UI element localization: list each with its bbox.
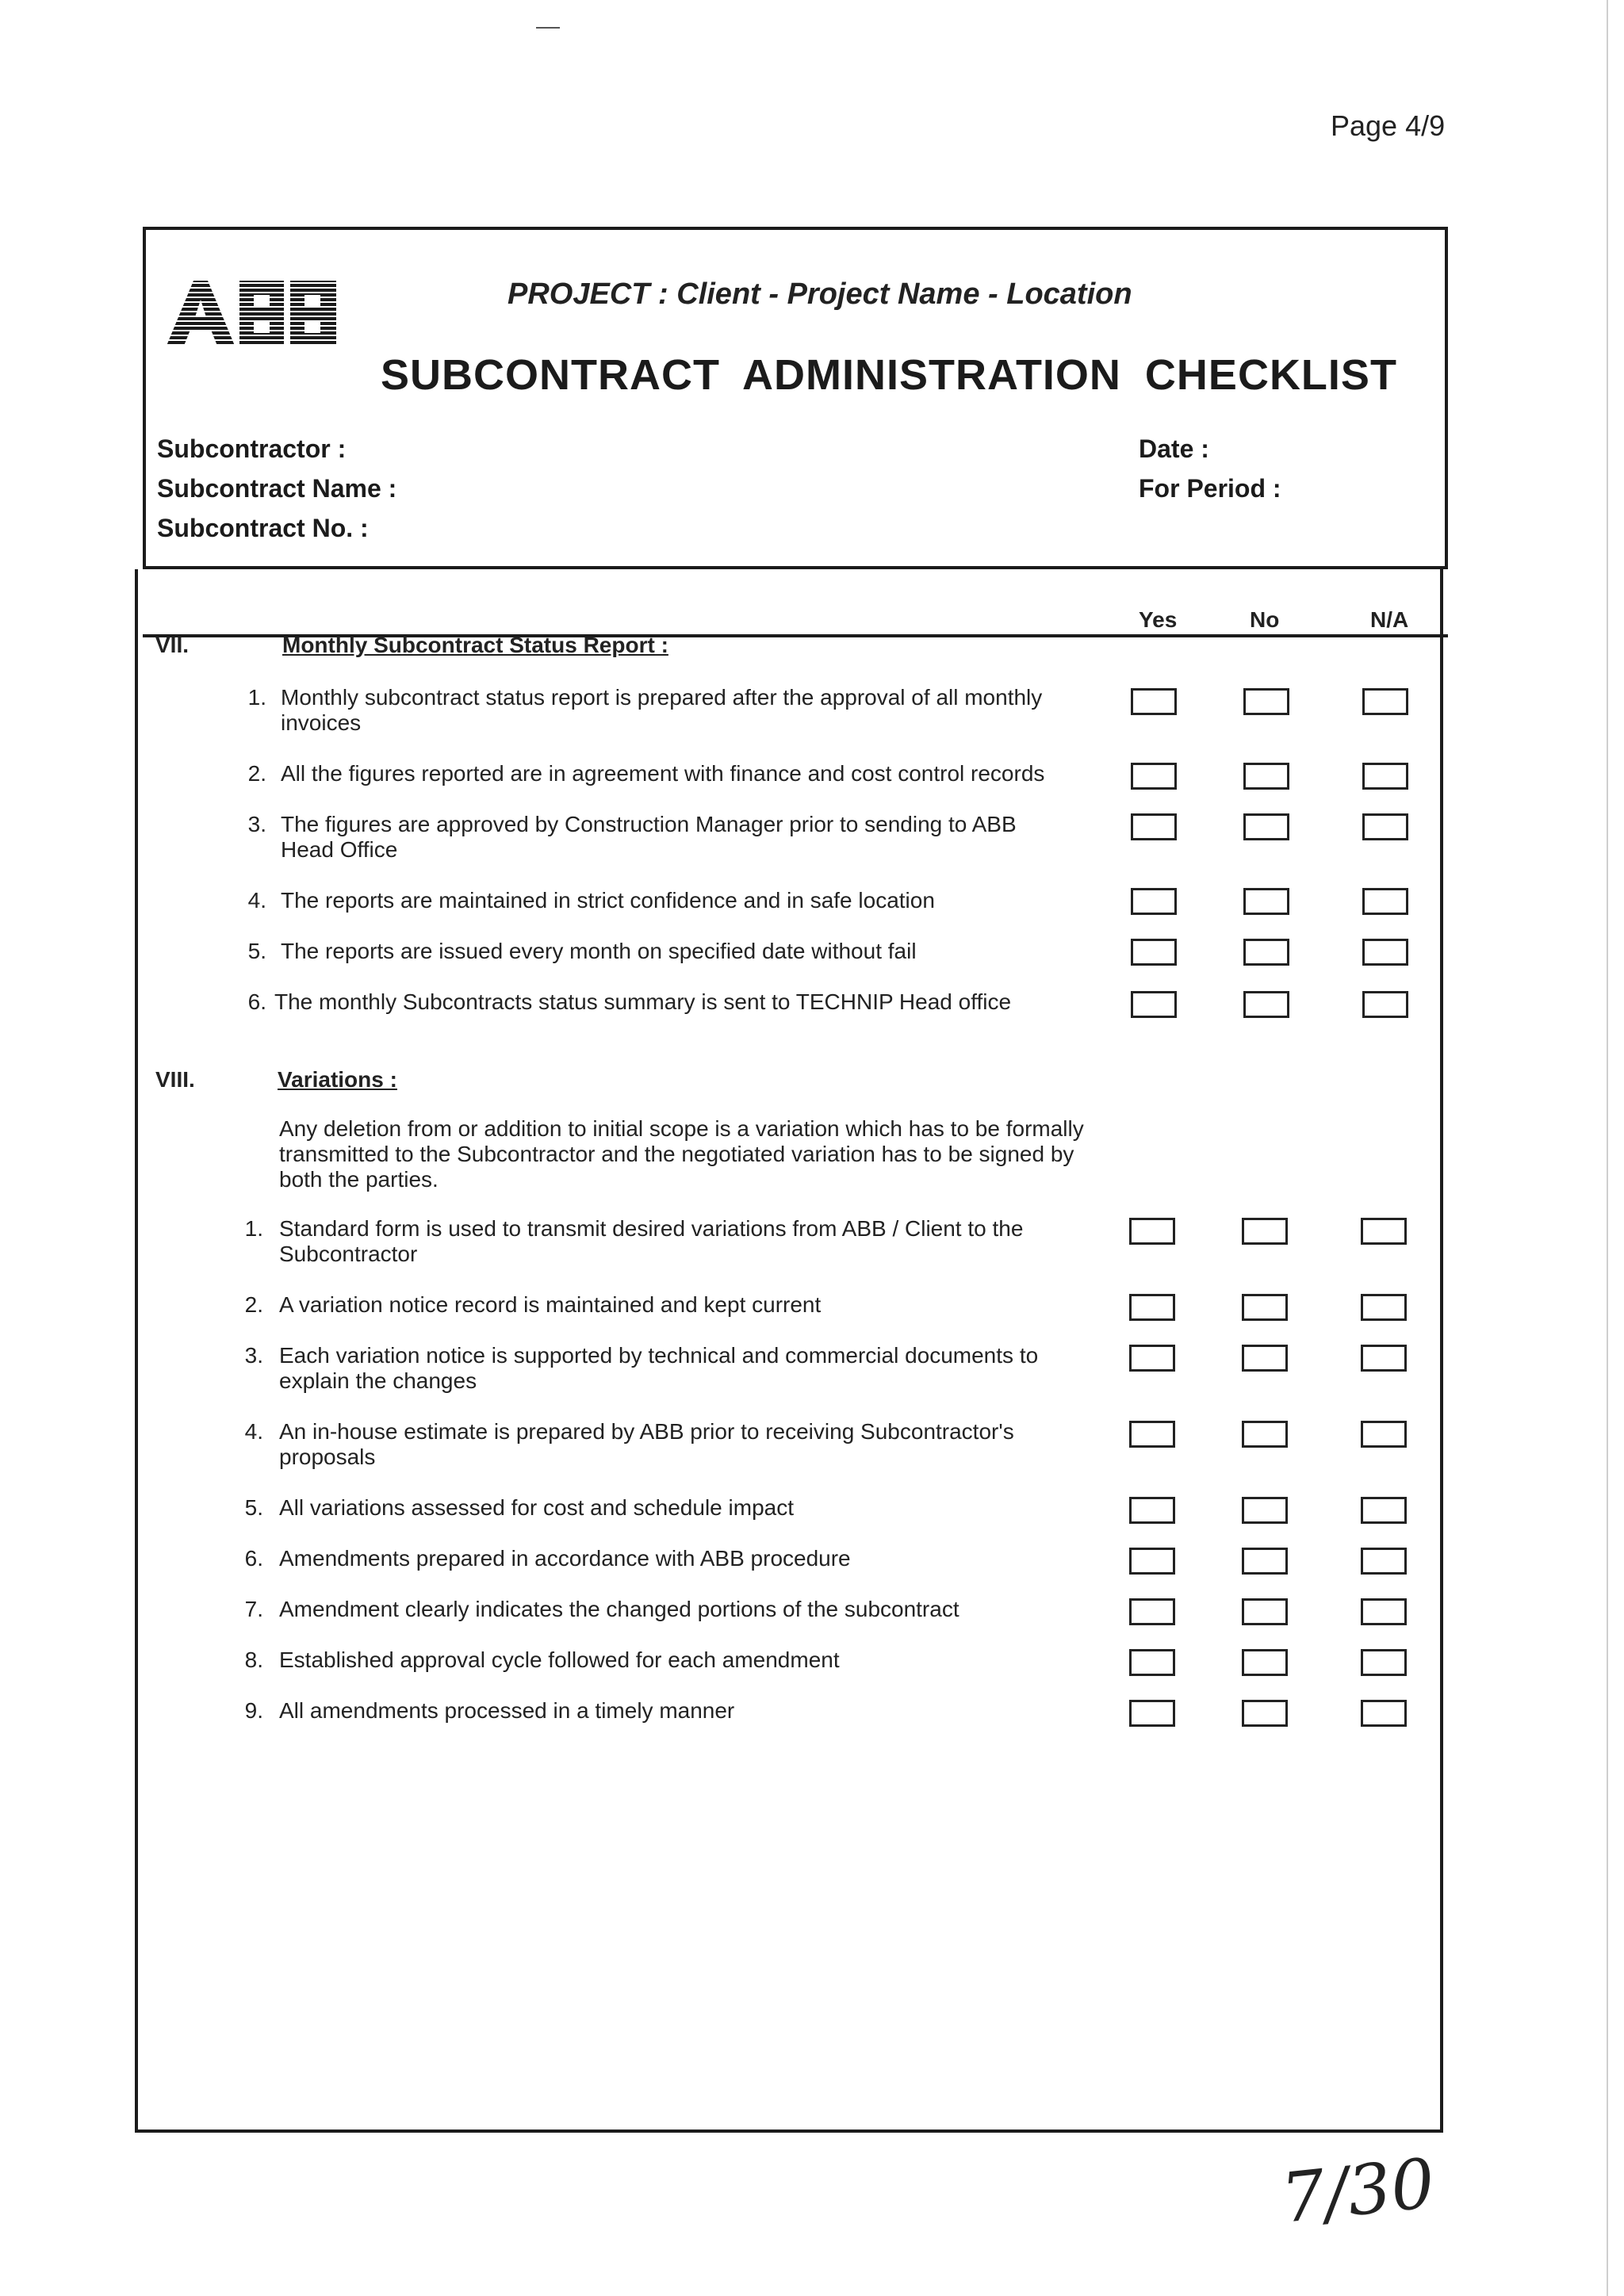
item-text: All the figures reported are in agreement with finance and cost control records	[281, 761, 1045, 786]
item-number: 2.	[247, 761, 266, 786]
item-number: 3.	[244, 1343, 263, 1368]
checkbox-no[interactable]	[1243, 888, 1289, 915]
checkbox-no[interactable]	[1243, 991, 1289, 1018]
checkbox-na[interactable]	[1362, 813, 1408, 840]
checkbox-no[interactable]	[1242, 1598, 1288, 1625]
item-number: 9.	[244, 1698, 263, 1723]
item-number: 4.	[247, 888, 266, 913]
checkbox-no[interactable]	[1243, 813, 1289, 840]
checkbox-yes[interactable]	[1131, 763, 1177, 790]
item-text: All amendments processed in a timely manner	[279, 1698, 735, 1723]
handwritten-note: 7/30	[1277, 2144, 1438, 2239]
checkbox-yes[interactable]	[1131, 813, 1177, 840]
checkbox-no[interactable]	[1242, 1497, 1288, 1524]
item-text: The reports are issued every month on specified date without fail	[281, 939, 917, 963]
item-text: Monthly subcontract status report is prepared after the approval of all monthly invoices	[281, 685, 1043, 735]
item-number: 6.	[247, 989, 266, 1014]
project-line: PROJECT : Client - Project Name - Location	[508, 277, 1132, 311]
section-title: Monthly Subcontract Status Report :	[282, 633, 668, 657]
item-number: 4.	[244, 1419, 263, 1444]
checkbox-na[interactable]	[1361, 1700, 1407, 1727]
checkbox-yes[interactable]	[1129, 1548, 1175, 1575]
document-title: SUBCONTRACT ADMINISTRATION CHECKLIST	[381, 351, 1397, 399]
item-text: Each variation notice is supported by technical and commercial documents to explain the changes	[279, 1343, 1039, 1393]
checkbox-yes[interactable]	[1129, 1218, 1175, 1245]
checkbox-na[interactable]	[1362, 688, 1408, 715]
checkbox-na[interactable]	[1361, 1218, 1407, 1245]
checkbox-no[interactable]	[1243, 939, 1289, 966]
item-number: 7.	[244, 1597, 263, 1621]
scan-mark	[536, 27, 560, 29]
page-number: Page 4/9	[1331, 109, 1446, 142]
subcontractor-label: Subcontractor :	[157, 434, 347, 463]
item-text: All variations assessed for cost and schedule impact	[279, 1495, 794, 1520]
checkbox-yes[interactable]	[1129, 1700, 1175, 1727]
checkbox-na[interactable]	[1362, 939, 1408, 966]
section-intro: Any deletion from or addition to initial scope is a variation which has to be formally transmitted to the Subcontractor and the negotiated variation has to be signed by both the parties.	[279, 1116, 1084, 1192]
checkbox-yes[interactable]	[1129, 1345, 1175, 1372]
item-text: The reports are maintained in strict confidence and in safe location	[281, 888, 935, 913]
item-number: 1.	[244, 1216, 263, 1241]
item-number: 3.	[247, 812, 266, 836]
checkbox-no[interactable]	[1243, 763, 1289, 790]
checkbox-na[interactable]	[1361, 1497, 1407, 1524]
item-text: Standard form is used to transmit desired variations from ABB / Client to the Subcontractor	[279, 1216, 1024, 1266]
column-na: N/A	[1370, 607, 1409, 632]
item-text: The monthly Subcontracts status summary is sent to TECHNIP Head office	[274, 989, 1012, 1014]
checkbox-no[interactable]	[1242, 1345, 1288, 1372]
checkbox-na[interactable]	[1361, 1548, 1407, 1575]
checkbox-no[interactable]	[1242, 1294, 1288, 1321]
checkbox-yes[interactable]	[1129, 1649, 1175, 1676]
item-text: Amendments prepared in accordance with ABB procedure	[279, 1546, 851, 1571]
checkbox-no[interactable]	[1242, 1548, 1288, 1575]
checkbox-na[interactable]	[1361, 1294, 1407, 1321]
section-title: Variations :	[278, 1067, 397, 1092]
item-number: 5.	[244, 1495, 263, 1520]
item-text: A variation notice record is maintained and kept current	[279, 1292, 822, 1317]
checkbox-yes[interactable]	[1131, 991, 1177, 1018]
checkbox-yes[interactable]	[1131, 888, 1177, 915]
abb-logo	[167, 279, 338, 351]
page-edge	[1607, 0, 1608, 2296]
checkbox-na[interactable]	[1361, 1598, 1407, 1625]
checkbox-yes[interactable]	[1131, 688, 1177, 715]
section-number: VIII.	[155, 1067, 195, 1092]
item-number: 6.	[244, 1546, 263, 1571]
checkbox-na[interactable]	[1361, 1649, 1407, 1676]
checkbox-na[interactable]	[1361, 1421, 1407, 1448]
checkbox-na[interactable]	[1362, 763, 1408, 790]
item-text: An in-house estimate is prepared by ABB prior to receiving Subcontractor's proposals	[279, 1419, 1014, 1469]
item-number: 5.	[247, 939, 266, 963]
item-number: 2.	[244, 1292, 263, 1317]
item-text: Established approval cycle followed for each amendment	[279, 1647, 840, 1672]
section-number: VII.	[155, 633, 190, 657]
checkbox-yes[interactable]	[1129, 1294, 1175, 1321]
checkbox-no[interactable]	[1242, 1700, 1288, 1727]
checkbox-yes[interactable]	[1131, 939, 1177, 966]
checkbox-na[interactable]	[1362, 888, 1408, 915]
checkbox-no[interactable]	[1243, 688, 1289, 715]
checkbox-yes[interactable]	[1129, 1598, 1175, 1625]
checkbox-no[interactable]	[1242, 1218, 1288, 1245]
date-label: Date :	[1139, 434, 1209, 463]
item-text: Amendment clearly indicates the changed portions of the subcontract	[279, 1597, 959, 1621]
item-text: The figures are approved by Construction Manager prior to sending to ABB Head Office	[281, 812, 1017, 862]
checkbox-yes[interactable]	[1129, 1421, 1175, 1448]
checkbox-na[interactable]	[1362, 991, 1408, 1018]
subcontract-no-label: Subcontract No. :	[157, 514, 369, 542]
checkbox-yes[interactable]	[1129, 1497, 1175, 1524]
checkbox-no[interactable]	[1242, 1649, 1288, 1676]
column-yes: Yes	[1139, 607, 1178, 632]
subcontract-name-label: Subcontract Name :	[157, 474, 397, 503]
checkbox-no[interactable]	[1242, 1421, 1288, 1448]
checkbox-na[interactable]	[1361, 1345, 1407, 1372]
item-number: 1.	[247, 685, 266, 710]
column-no: No	[1250, 607, 1280, 632]
for-period-label: For Period :	[1139, 474, 1281, 503]
item-number: 8.	[244, 1647, 263, 1672]
